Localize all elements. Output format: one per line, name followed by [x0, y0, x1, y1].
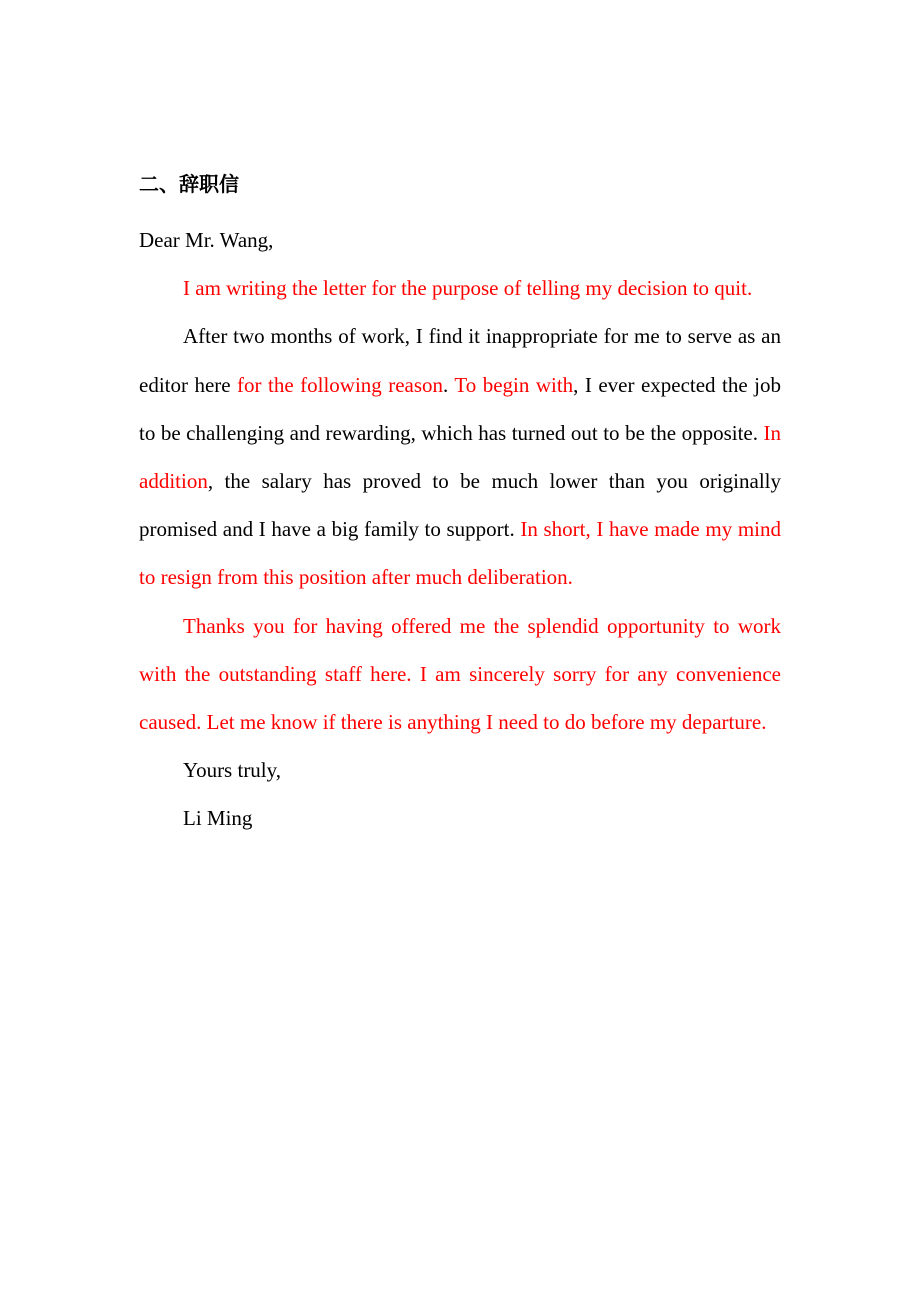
thanks-paragraph: [139, 602, 781, 747]
reasons-highlight-4: In short, I have made my mind to resign from this position after much deliberation.: [139, 517, 782, 590]
opening-paragraph: [139, 264, 781, 312]
salutation: Dear Mr. Wang,: [139, 228, 274, 252]
opening-sentence: I am writing the letter for the purpose of telling my decision to quit.: [183, 276, 753, 301]
reasons-text-4: , the salary has proved to be much lower than you originally promised and I have a big family to support.: [139, 469, 781, 542]
reasons-paragraph: [139, 312, 781, 601]
reasons-highlight-2: To begin with: [454, 372, 574, 397]
reasons-highlight-3: In addition: [139, 420, 781, 494]
closing: Yours truly,: [183, 758, 282, 783]
reasons-text-1: After two months of work, I find it inappropriate for me to serve as an editor here: [139, 324, 781, 397]
thanks-text: Thanks you for having offered me the splendid opportunity to work with the outstanding staff here. I am sincerely sorry for any convenience caused. Let me know if there is anything I need to do before my departure.: [139, 613, 781, 735]
section-heading: 二、辞职信: [139, 172, 239, 196]
reasons-text-2: .: [443, 372, 455, 397]
reasons-text-3: , I ever expected the job to be challenging and rewarding, which has turned out to be the opposite.: [139, 372, 781, 445]
letter-page: [139, 168, 781, 843]
signature: Li Ming: [183, 806, 253, 831]
reasons-highlight-1: for the following reason: [237, 372, 444, 397]
